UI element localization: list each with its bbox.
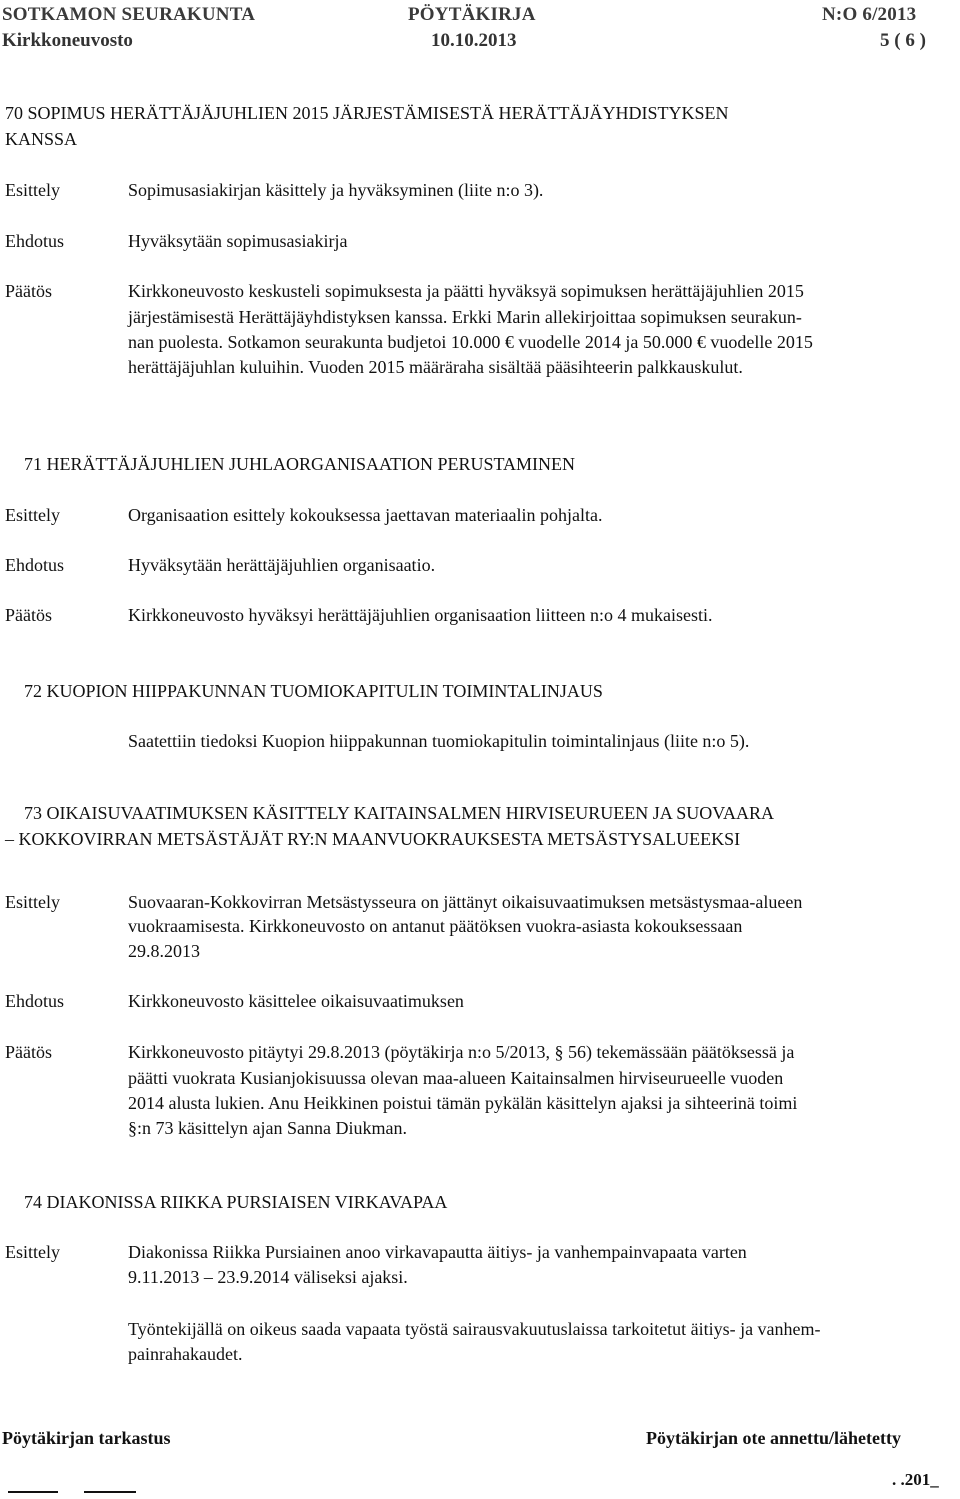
section-74-note-line2: painrahakaudet. (128, 1344, 243, 1364)
header-date: 10.10.2013 (431, 30, 517, 51)
section-70-title-line2: KANSSA (5, 129, 78, 149)
section-73-paatos-line4: §:n 73 käsittelyn ajan Sanna Diukman. (128, 1118, 407, 1138)
footer-signature-line-2 (84, 1491, 136, 1493)
section-73-ehdotus-text: Kirkkoneuvosto käsittelee oikaisuvaatimuksen (128, 991, 464, 1011)
section-74-esittely-line2: 9.11.2013 – 23.9.2014 väliseksi ajaksi. (128, 1267, 408, 1287)
section-70-paatos-line3: nan puolesta. Sotkamon seurakunta budjetoi 10.000 € vuodelle 2014 ja 50.000 € vuodelle 2015 (128, 332, 813, 352)
section-71-title: 71 HERÄTTÄJÄJUHLIEN JUHLAORGANISAATION PERUSTAMINEN (24, 454, 576, 474)
section-70-paatos-line1: Kirkkoneuvosto keskusteli sopimuksesta ja päätti hyväksyä sopimuksen herättäjäjuhlien 2015 (128, 281, 804, 301)
footer-excerpt-label: Pöytäkirjan ote annettu/lähetetty (646, 1428, 901, 1448)
footer-signature-line-1 (8, 1491, 58, 1493)
header-doc-type: PÖYTÄKIRJA (408, 4, 536, 25)
section-73-title-line1: 73 OIKAISUVAATIMUKSEN KÄSITTELY KAITAINSALMEN HIRVISEURUEEN JA SUOVAARA (24, 803, 774, 823)
section-74-esittely-label: Esittely (5, 1242, 60, 1262)
header-doc-number: N:O 6/2013 (822, 4, 917, 25)
section-70-paatos-line4: herättäjäjuhlan kuluihin. Vuoden 2015 määräraha sisältää pääsihteerin palkkauskulut. (128, 357, 743, 377)
section-71-ehdotus-text: Hyväksytään herättäjäjuhlien organisaatio. (128, 555, 436, 575)
header-page: 5 ( 6 ) (880, 30, 926, 51)
section-72-title: 72 KUOPION HIIPPAKUNNAN TUOMIOKAPITULIN TOIMINTALINJAUS (24, 681, 603, 701)
section-74-title: 74 DIAKONISSA RIIKKA PURSIAISEN VIRKAVAPAA (24, 1192, 448, 1212)
section-73-paatos-line1: Kirkkoneuvosto pitäytyi 29.8.2013 (pöytäkirja n:o 5/2013, § 56) tekemässään päätöksessä ja (128, 1042, 795, 1062)
footer-date-field: . .201_ (892, 1470, 939, 1489)
section-70-title-line1: 70 SOPIMUS HERÄTTÄJÄJUHLIEN 2015 JÄRJESTÄMISESTÄ HERÄTTÄJÄYHDISTYKSEN (5, 103, 729, 123)
section-74-note-line1: Työntekijällä on oikeus saada vapaata työstä sairausvakuutuslaissa tarkoitetut äitiys- ja vanhem- (128, 1319, 821, 1339)
section-71-esittely-label: Esittely (5, 505, 60, 525)
section-71-esittely-text: Organisaation esittely kokouksessa jaettavan materiaalin pohjalta. (128, 505, 603, 525)
header-body: Kirkkoneuvosto (2, 30, 133, 51)
section-73-esittely-line2: vuokraamisesta. Kirkkoneuvosto on antanut päätöksen vuokra-asiasta kokouksessaan (128, 916, 743, 936)
section-70-paatos-label: Päätös (5, 281, 52, 301)
section-72-text: Saatettiin tiedoksi Kuopion hiippakunnan tuomiokapitulin toimintalinjaus (liite n:o 5). (128, 731, 750, 751)
section-73-paatos-line2: päätti vuokrata Kusianjokisuussa olevan maa-alueen Kaitainsalmen hirviseurueelle vuoden (128, 1068, 784, 1088)
section-73-esittely-label: Esittely (5, 892, 60, 912)
section-71-paatos-label: Päätös (5, 605, 52, 625)
section-70-ehdotus-label: Ehdotus (5, 231, 65, 251)
section-73-esittely-line1: Suovaaran-Kokkovirran Metsästysseura on jättänyt oikaisuvaatimuksen metsästysmaa-alueen (128, 892, 803, 912)
section-73-title-line2: – KOKKOVIRRAN METSÄSTÄJÄT RY:N MAANVUOKRAUKSESTA METSÄSTYSALUEEKSI (5, 829, 741, 849)
section-70-paatos-line2: järjestämisestä Herättäjäyhdistyksen kanssa. Erkki Marin allekirjoittaa sopimuksen seurakun- (128, 307, 802, 327)
section-70-esittely-label: Esittely (5, 180, 60, 200)
header-org: SOTKAMON SEURAKUNTA (2, 4, 256, 25)
section-73-ehdotus-label: Ehdotus (5, 991, 65, 1011)
section-71-paatos-text: Kirkkoneuvosto hyväksyi herättäjäjuhlien organisaation liitteen n:o 4 mukaisesti. (128, 605, 713, 625)
section-74-esittely-line1: Diakonissa Riikka Pursiainen anoo virkavapautta äitiys- ja vanhempainvapaata varten (128, 1242, 747, 1262)
section-73-paatos-line3: 2014 alusta lukien. Anu Heikkinen poistui tämän pykälän käsittelyn ajaksi ja sihteerinä toimi (128, 1093, 798, 1113)
section-70-esittely-text: Sopimusasiakirjan käsittely ja hyväksyminen (liite n:o 3). (128, 180, 544, 200)
section-70-ehdotus-text: Hyväksytään sopimusasiakirja (128, 231, 348, 251)
section-71-ehdotus-label: Ehdotus (5, 555, 65, 575)
footer-review-label: Pöytäkirjan tarkastus (2, 1428, 171, 1448)
section-73-esittely-line3: 29.8.2013 (128, 941, 200, 961)
section-73-paatos-label: Päätös (5, 1042, 52, 1062)
